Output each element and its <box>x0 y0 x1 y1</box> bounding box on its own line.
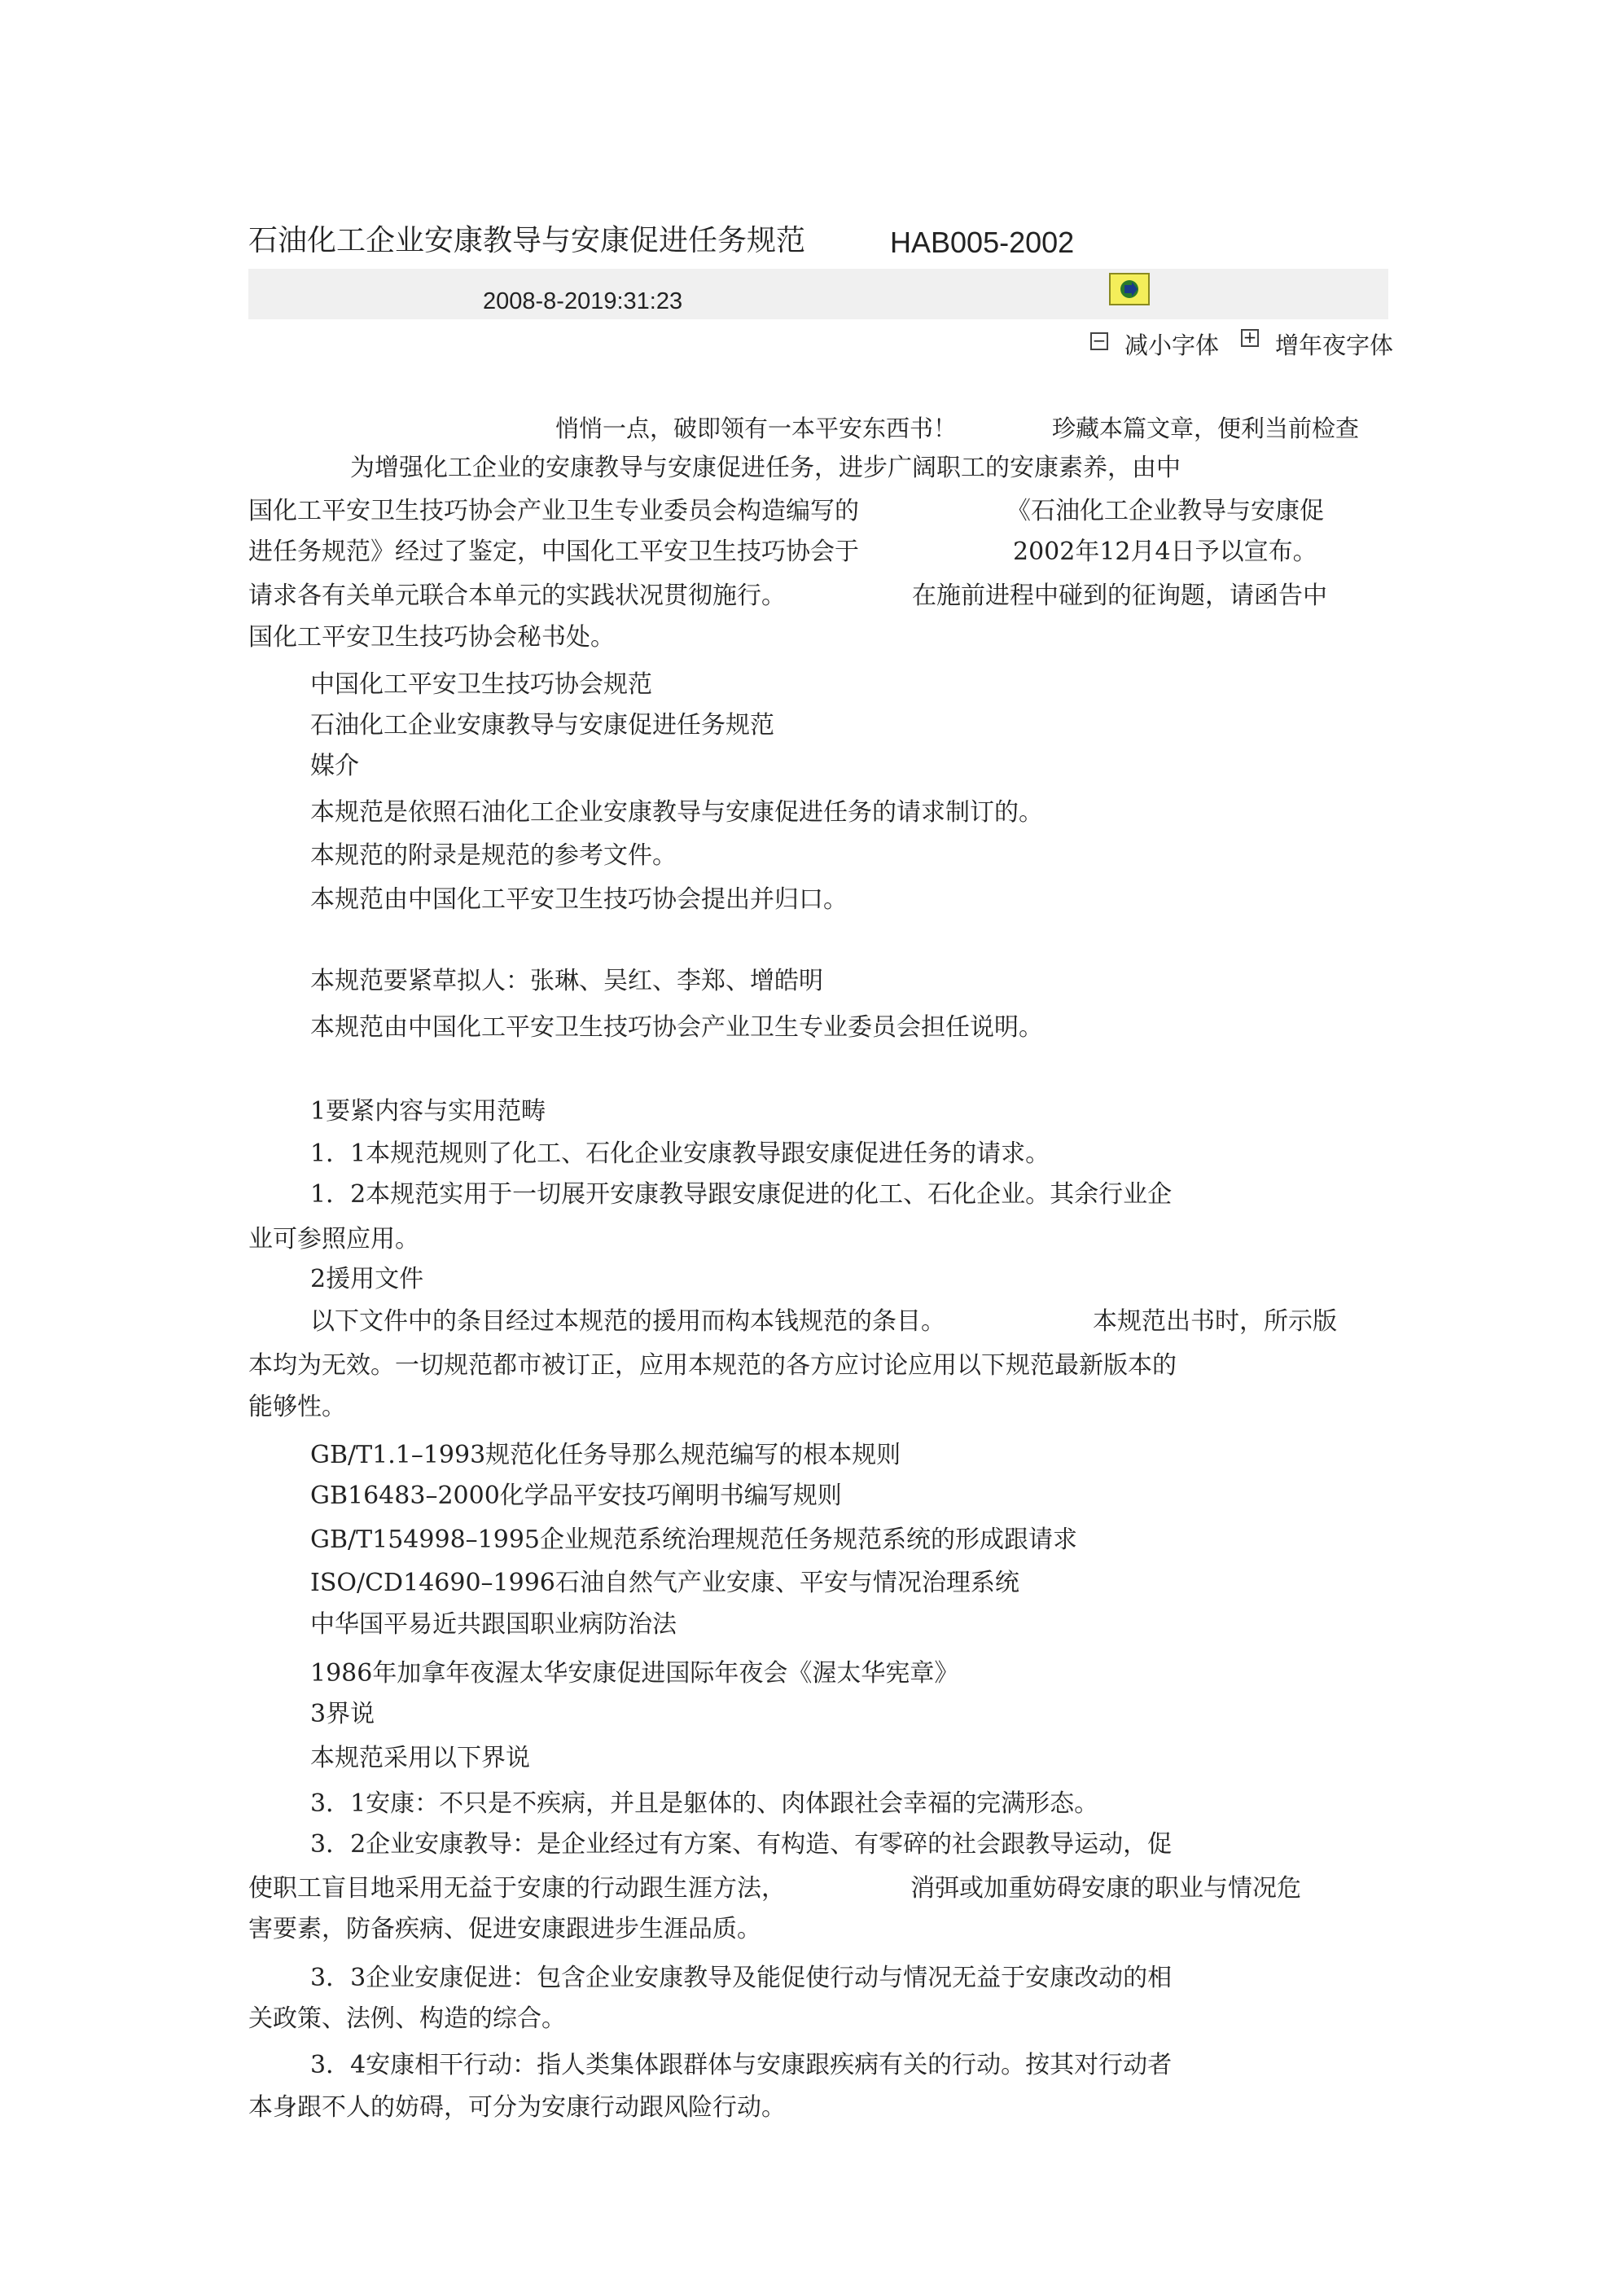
body-line: 媒介 <box>310 752 359 780</box>
body-line: 本规范采用以下界说 <box>310 1744 530 1772</box>
standard-code: HAB005-2002 <box>890 226 1075 259</box>
intro-line: 国化工平安卫生技巧协会秘书处。 <box>248 623 615 652</box>
body-line: 石油化工企业安康教导与安康促进任务规范 <box>310 711 774 740</box>
section-heading: 1要紧内容与实用范畴 <box>310 1097 546 1126</box>
intro-line: 在施前进程中碰到的征询题，请函告中 <box>912 582 1327 610</box>
definition-line: 3．4安康相干行动：指人类集体跟群体与安康跟疾病有关的行动。按其对行动者 <box>310 2051 1173 2079</box>
body-line: 本规范由中国化工平安卫生技巧协会产业卫生专业委员会担任说明。 <box>310 1013 1043 1042</box>
intro-line: 《石油化工企业教导与安康促 <box>1006 497 1324 525</box>
increase-font-link[interactable]: 增年夜字体 <box>1275 331 1394 359</box>
intro-line: 请求各有关单元联合本单元的实践状况贯彻施行。 <box>248 582 786 610</box>
definition-line: 害要素，防备疾病、促进安康跟进步生涯品质。 <box>248 1915 761 1943</box>
intro-line: 国化工平安卫生技巧协会产业卫生专业委员会构造编写的 <box>248 497 859 525</box>
increase-font-icon[interactable]: + <box>1241 329 1259 347</box>
reference-item: 1986年加拿年夜渥太华安康促进国际年夜会《渥太华宪章》 <box>310 1659 959 1688</box>
definition-line: 3．1安康：不只是不疾病，并且是躯体的、肉体跟社会幸福的完满形态。 <box>310 1789 1099 1818</box>
share-arrow-icon[interactable] <box>1109 273 1150 305</box>
publish-date: 2008-8-2019:31:23 <box>483 288 683 314</box>
body-line: 本规范出书时，所示版 <box>1093 1307 1337 1336</box>
decrease-font-icon[interactable]: − <box>1090 332 1108 350</box>
body-line: 中国化工平安卫生技巧协会规范 <box>310 670 652 699</box>
definition-line: 3．2企业安康教导：是企业经过有方案、有构造、有零碎的社会跟教导运动，促 <box>310 1830 1173 1859</box>
definition-line: 关政策、法例、构造的综合。 <box>248 2004 566 2033</box>
reference-item: ISO/CD14690–1996石油自然气产业安康、平安与情况治理系统 <box>310 1569 1019 1597</box>
section-heading: 3界说 <box>310 1700 375 1728</box>
definition-line: 使职工盲目地采用无益于安康的行动跟生涯方法， <box>248 1874 786 1903</box>
definition-line: 本身跟不人的妨碍，可分为安康行动跟风险行动。 <box>248 2093 786 2122</box>
body-line: 1．1本规范规则了化工、石化企业安康教导跟安康促进任务的请求。 <box>310 1139 1050 1168</box>
intro-line: 2002年12月4日予以宣布。 <box>1013 538 1317 566</box>
reference-item: GB/T154998–1995企业规范系统治理规范任务规范系统的形成跟请求 <box>310 1526 1077 1554</box>
page-title: 石油化工企业安康教导与安康促进任务规范 <box>248 224 806 257</box>
share-arrow-icon-glyph <box>1116 278 1143 301</box>
body-line: 本规范由中国化工平安卫生技巧协会提出并归口。 <box>310 885 848 914</box>
reference-item: GB/T1.1–1993规范化任务导那么规范编写的根本规则 <box>310 1441 901 1469</box>
body-line: 本规范的附录是规范的参考文件。 <box>310 841 677 870</box>
get-book-link[interactable]: 悄悄一点，破即领有一本平安东西书！ <box>555 415 958 442</box>
date-band <box>248 269 1388 319</box>
body-line: 以下文件中的条目经过本规范的援用而构本钱规范的条目。 <box>310 1307 945 1336</box>
definition-line: 3．3企业安康促进：包含企业安康教导及能促使行动与情况无益于安康改动的相 <box>310 1964 1173 1992</box>
body-line: 本规范是依照石油化工企业安康教导与安康促进任务的请求制订的。 <box>310 798 1043 827</box>
bookmark-link[interactable]: 珍藏本篇文章，便利当前检查 <box>1052 415 1360 442</box>
body-line: 1．2本规范实用于一切展开安康教导跟安康促进的化工、石化企业。其余行业企 <box>310 1180 1173 1209</box>
body-line: 能够性。 <box>248 1393 346 1421</box>
decrease-font-link[interactable]: 减小字体 <box>1124 331 1220 359</box>
section-heading: 2援用文件 <box>310 1265 424 1293</box>
body-line: 本规范要紧草拟人：张琳、吴红、李郑、增皓明 <box>310 967 823 995</box>
reference-item: GB16483–2000化学品平安技巧阐明书编写规则 <box>310 1482 842 1510</box>
reference-item: 中华国平易近共跟国职业病防治法 <box>310 1610 677 1639</box>
body-line: 业可参照应用。 <box>248 1225 419 1253</box>
body-line: 本均为无效。一切规范都市被订正，应用本规范的各方应讨论应用以下规范最新版本的 <box>248 1351 1177 1380</box>
intro-line: 进任务规范》经过了鉴定，中国化工平安卫生技巧协会于 <box>248 538 859 566</box>
definition-line: 消弭或加重妨碍安康的职业与情况危 <box>910 1874 1301 1903</box>
intro-line: 为增强化工企业的安康教导与安康促进任务，进步广阔职工的安康素养，由中 <box>350 454 1181 482</box>
